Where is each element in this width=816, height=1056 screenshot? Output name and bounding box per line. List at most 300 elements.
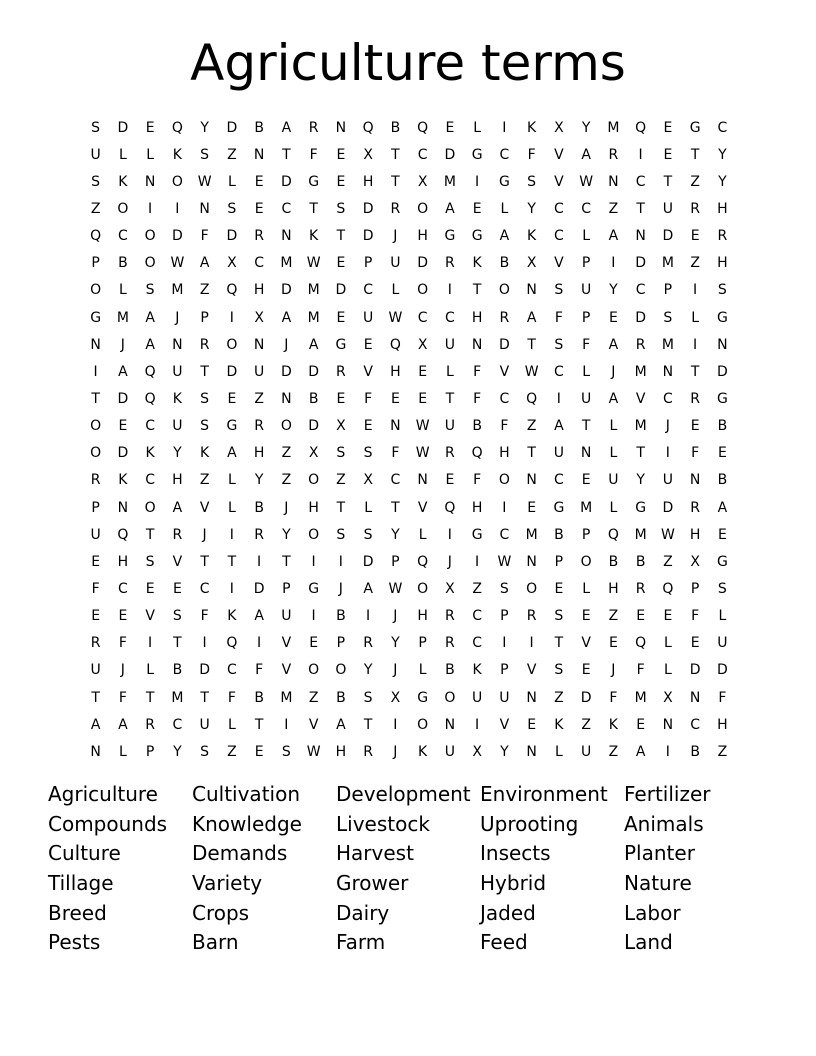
grid-letter: A [608,228,619,245]
grid-letter: C [635,282,646,299]
word-list-item: Culture [48,841,121,866]
grid-letter: F [500,418,509,435]
grid-letter: V [145,608,155,625]
grid-letter: L [146,146,155,163]
grid-letter: H [717,716,728,733]
grid-letter: I [93,363,98,380]
grid-letter: X [254,309,264,326]
grid-letter: Q [444,499,456,516]
grid-letter: W [170,255,185,272]
grid-letter: T [690,146,700,163]
grid-letter: B [635,553,646,570]
grid-letter: E [418,363,428,380]
grid-letter: V [554,255,564,272]
grid-letter: U [472,689,483,706]
grid-letter: F [309,146,318,163]
word-list-item: Environment [480,782,608,806]
grid-letter: E [527,716,537,733]
grid-letter: K [472,255,482,272]
grid-letter: S [554,608,564,625]
grid-letter: A [336,716,346,733]
grid-letter: O [417,282,429,299]
grid-letter: I [393,716,398,733]
grid-letter: B [118,255,128,272]
grid-letter: M [661,255,674,272]
grid-letter: V [581,635,591,652]
grid-letter: S [145,553,155,570]
grid-letter: C [172,716,183,733]
grid-letter: I [148,200,153,217]
grid-letter: Y [500,743,509,760]
grid-letter: G [444,228,456,245]
grid-letter: N [144,173,156,190]
grid-letter: L [663,635,672,652]
grid-letter: S [554,662,564,679]
grid-letter: N [662,716,674,733]
grid-letter: Z [690,173,700,190]
grid-letter: U [444,336,455,353]
grid-letter: G [716,390,728,407]
grid-letter: E [581,472,591,489]
grid-letter: E [145,580,155,597]
grid-letter: U [581,390,592,407]
grid-letter: X [690,553,700,570]
grid-letter: C [690,716,701,733]
grid-letter: T [282,146,291,163]
grid-letter: D [117,445,129,462]
grid-letter: Z [227,146,237,163]
grid-letter: O [580,553,592,570]
grid-letter: Z [199,472,210,489]
grid-letter: B [608,553,619,570]
grid-letter: J [202,526,207,543]
grid-letter: M [280,255,293,272]
grid-letter: M [661,336,674,353]
grid-letter: T [336,499,346,516]
grid-letter: P [690,580,700,597]
grid-letter: V [308,716,319,733]
grid-letter: S [717,580,727,597]
grid-letter: E [309,635,319,652]
grid-row [82,711,736,738]
grid-letter: T [636,445,645,462]
grid-letter: I [148,635,153,652]
grid-letter: L [227,472,236,489]
grid-letter: L [391,282,400,299]
grid-letter: F [691,608,700,625]
grid-letter: C [635,173,646,190]
grid-row [82,575,736,602]
grid-letter: I [502,499,507,516]
grid-letter: W [306,255,321,272]
grid-letter: O [526,580,538,597]
grid-letter: T [391,146,400,163]
grid-letter: Z [227,743,237,760]
grid-letter: H [335,743,347,760]
grid-letter: H [172,472,183,489]
grid-letter: X [472,743,482,760]
grid-letter: C [472,608,483,625]
grid-letter: D [362,228,374,245]
grid-letter: A [199,255,210,272]
grid-letter: N [608,173,619,190]
grid-letter: U [581,743,592,760]
grid-letter: T [173,635,182,652]
grid-letter: T [309,200,318,217]
grid-letter: S [554,336,564,353]
grid-letter: Z [336,472,346,489]
grid-letter: F [227,689,236,706]
grid-letter: O [498,282,510,299]
grid-letter: D [716,662,728,679]
word-list-item: Hybrid [480,871,547,896]
grid-letter: C [553,200,564,217]
grid-letter: G [90,309,102,326]
grid-letter: Q [144,390,156,407]
grid-letter: D [662,499,674,516]
word-list-item: Agriculture [48,782,158,806]
grid-letter: Y [173,743,182,760]
grid-letter: T [254,716,264,733]
grid-letter: Y [391,526,400,543]
grid-letter: E [472,200,482,217]
word-list-item: Planter [624,841,695,866]
grid-letter: R [90,472,101,489]
grid-letter: C [553,228,564,245]
grid-letter: Z [254,390,264,407]
grid-letter: Z [663,553,673,570]
grid-letter: D [444,146,456,163]
grid-letter: L [500,200,509,217]
grid-letter: P [581,255,591,272]
grid-letter: V [554,173,564,190]
grid-letter: H [362,173,374,190]
grid-letter: B [390,119,401,136]
grid-letter: E [663,146,673,163]
grid-letter: N [253,146,265,163]
grid-letter: I [556,390,561,407]
grid-letter: T [391,173,400,190]
grid-letter: C [390,472,401,489]
grid-letter: F [391,445,400,462]
grid-letter: B [308,390,319,407]
grid-letter: B [445,662,455,679]
grid-letter: N [172,336,183,353]
grid-letter: I [229,580,234,597]
word-list-item: Animals [624,811,704,836]
grid-letter: B [717,418,728,435]
grid-letter: R [145,716,155,733]
grid-letter: R [336,363,346,380]
grid-letter: M [443,173,456,190]
word-list-item: Jaded [480,900,536,925]
grid-letter: W [579,173,594,190]
grid-letter: R [254,228,264,245]
grid-letter: U [90,526,101,543]
grid-letter: I [611,255,616,272]
grid-letter: M [116,309,129,326]
grid-letter: R [445,635,455,652]
grid-letter: S [172,608,182,625]
grid-letter: E [636,716,646,733]
grid-letter: Y [527,200,536,217]
grid-letter: X [526,255,537,272]
grid-letter: S [527,173,537,190]
grid-letter: D [280,173,292,190]
grid-letter: X [445,580,455,597]
grid-letter: G [471,526,483,543]
grid-row [82,684,736,711]
grid-letter: A [145,309,155,326]
grid-letter: E [690,418,700,435]
grid-letter: E [663,608,673,625]
grid-letter: W [497,553,512,570]
word-list-item: Uprooting [480,811,579,836]
grid-row [82,331,736,358]
grid-letter: F [718,689,727,706]
grid-letter: K [200,445,210,462]
grid-letter: G [471,228,483,245]
grid-letter: Q [226,282,238,299]
grid-row [82,603,736,630]
grid-letter: C [417,146,428,163]
grid-letter: P [581,526,591,543]
grid-letter: K [309,228,319,245]
word-list-item: Insects [480,841,551,866]
grid-letter: R [499,309,510,326]
grid-letter: E [363,418,373,435]
grid-letter: U [553,445,564,462]
grid-letter: M [307,309,320,326]
grid-letter: Z [581,716,591,733]
grid-letter: A [281,119,292,136]
grid-letter: Z [690,255,700,272]
grid-letter: S [336,200,346,217]
grid-letter: H [471,499,483,516]
grid-row [82,738,736,765]
grid-letter: E [608,635,618,652]
grid-letter: O [498,472,510,489]
grid-letter: L [118,146,127,163]
word-list-item: Grower [336,871,409,896]
grid-letter: R [690,390,700,407]
grid-letter: D [362,200,374,217]
grid-letter: O [335,662,347,679]
grid-letter: M [171,689,184,706]
grid-letter: L [609,445,618,462]
grid-letter: T [391,499,400,516]
grid-letter: V [526,662,537,679]
grid-letter: Q [362,119,374,136]
grid-letter: C [662,390,673,407]
grid-letter: X [390,689,401,706]
grid-letter: C [363,282,374,299]
grid-letter: Z [608,200,619,217]
grid-letter: Q [144,363,156,380]
grid-letter: N [526,472,537,489]
grid-letter: M [634,526,647,543]
grid-letter: H [499,445,510,462]
grid-letter: Y [173,445,182,462]
grid-letter: E [717,526,727,543]
word-list-item: Land [624,930,673,955]
grid-letter: U [281,608,292,625]
grid-letter: S [363,526,373,543]
grid-letter: J [393,662,398,679]
grid-letter: L [118,743,127,760]
grid-letter: E [145,119,155,136]
grid-letter: H [253,445,265,462]
grid-letter: C [199,580,210,597]
grid-letter: A [308,336,319,353]
grid-letter: E [254,173,264,190]
grid-letter: M [307,282,320,299]
grid-letter: N [689,689,701,706]
grid-letter: V [281,635,292,652]
word-list [48,780,788,958]
grid-letter: N [253,336,265,353]
grid-letter: V [554,146,564,163]
grid-letter: U [662,200,673,217]
grid-letter: U [662,472,673,489]
grid-letter: F [118,635,127,652]
grid-letter: A [445,200,455,217]
grid-letter: A [227,445,237,462]
grid-letter: U [254,363,265,380]
grid-letter: L [554,743,563,760]
grid-letter: N [199,200,210,217]
grid-letter: D [226,363,238,380]
grid-letter: Z [717,743,728,760]
grid-letter: R [445,445,455,462]
grid-letter: E [336,255,346,272]
grid-letter: Z [472,580,482,597]
grid-letter: N [689,472,701,489]
grid-letter: A [581,146,591,163]
grid-letter: C [417,309,428,326]
grid-letter: Y [200,119,209,136]
grid-letter: E [663,119,673,136]
grid-letter: K [172,146,182,163]
grid-letter: T [145,526,155,543]
grid-letter: B [254,689,264,706]
grid-letter: Q [471,445,483,462]
grid-letter: Q [635,119,647,136]
grid-letter: T [363,716,373,733]
grid-letter: Y [363,662,373,679]
grid-letter: E [363,336,373,353]
grid-letter: L [582,580,591,597]
grid-letter: C [553,472,564,489]
grid-letter: A [254,608,264,625]
grid-letter: J [175,309,180,326]
grid-letter: R [199,336,210,353]
grid-letter: E [690,635,700,652]
grid-row [82,114,736,141]
grid-letter: Q [635,635,647,652]
grid-letter: K [608,716,618,733]
grid-letter: T [145,689,155,706]
grid-letter: E [227,390,237,407]
grid-row [82,440,736,467]
grid-letter: E [445,472,455,489]
grid-letter: X [308,445,319,462]
grid-letter: S [663,309,673,326]
letter-grid [82,114,736,765]
grid-letter: D [117,390,129,407]
grid-letter: I [475,553,480,570]
grid-letter: K [418,743,428,760]
grid-letter: N [526,553,537,570]
grid-letter: X [363,472,373,489]
grid-letter: P [145,743,155,760]
grid-letter: P [500,608,509,625]
grid-letter: I [202,635,207,652]
grid-letter: B [472,418,482,435]
grid-letter: X [336,418,346,435]
grid-letter: E [527,499,537,516]
grid-letter: T [527,336,536,353]
grid-letter: O [417,580,429,597]
grid-letter: Z [554,689,564,706]
grid-letter: G [716,309,728,326]
grid-letter: P [336,635,346,652]
grid-letter: R [254,526,264,543]
grid-letter: N [90,743,101,760]
grid-letter: W [388,309,403,326]
grid-letter: N [117,499,129,516]
grid-letter: Z [608,743,619,760]
grid-letter: V [635,390,646,407]
word-list-item: Harvest [336,841,414,866]
grid-letter: X [663,689,673,706]
grid-letter: B [172,662,183,679]
grid-letter: V [417,499,428,516]
grid-letter: K [527,228,537,245]
grid-letter: S [200,146,210,163]
word-list-item: Cultivation [192,782,300,806]
grid-letter: S [200,390,210,407]
grid-letter: R [363,743,373,760]
grid-letter: D [417,255,429,272]
grid-letter: E [390,390,400,407]
grid-letter: I [175,200,180,217]
grid-letter: M [607,119,620,136]
grid-letter: E [581,662,591,679]
grid-letter: R [635,580,646,597]
grid-letter: D [580,689,592,706]
word-list-item: Farm [336,930,386,955]
grid-letter: O [226,336,238,353]
grid-letter: T [91,390,100,407]
grid-letter: D [498,336,510,353]
grid-letter: F [364,390,373,407]
grid-letter: U [444,743,455,760]
grid-letter: D [662,228,674,245]
grid-letter: E [636,608,646,625]
grid-letter: Y [391,635,400,652]
grid-letter: T [282,553,291,570]
grid-letter: X [227,255,237,272]
grid-letter: D [689,662,701,679]
grid-letter: T [690,363,700,380]
grid-letter: O [308,526,320,543]
grid-letter: U [390,255,401,272]
grid-letter: M [171,282,184,299]
word-list-item: Development [336,782,471,806]
grid-letter: V [172,553,183,570]
grid-letter: B [690,743,700,760]
